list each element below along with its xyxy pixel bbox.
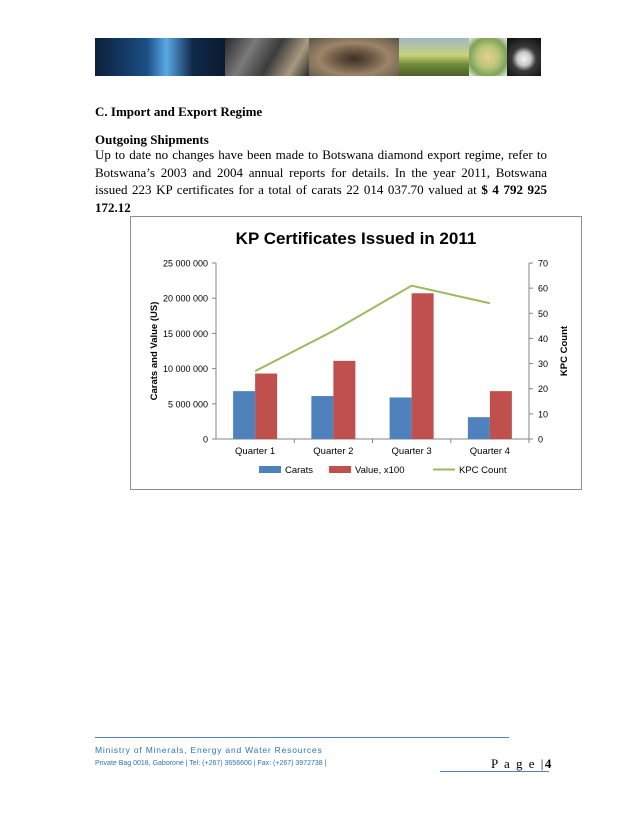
footer-page-underline [440, 771, 549, 772]
y-tick-label-left: 20 000 000 [162, 293, 208, 304]
page-number: 4 [544, 756, 553, 771]
chart-svg [131, 217, 581, 489]
legend-label-kpc-count: KPC Count [459, 465, 507, 476]
bar-carats [390, 397, 412, 439]
bar-value-x100 [333, 361, 355, 439]
x-tick-label: Quarter 2 [313, 446, 354, 457]
bar-value-x100 [412, 293, 434, 439]
y-tick-label-right: 50 [538, 308, 549, 319]
open-pit-mine-photo [309, 38, 399, 76]
section-subtitle: Outgoing Shipments [95, 132, 209, 147]
paragraph-text: Up to date no changes have been made to Botswana diamond export regime, refer to Botswana’s 2003 and 2004 annual reports for details. In the year 2011, Botswana issued 223 KP certificates for a total of carats 22 014 037.70 valued at [95, 147, 547, 197]
y-tick-label-left: 25 000 000 [162, 258, 208, 269]
kp-certificates-chart [130, 216, 582, 490]
diamond-photo [95, 38, 225, 76]
y2-axis-label: KPC Count [559, 325, 570, 377]
y-tick-label-left: 5 000 000 [167, 399, 208, 410]
y-axis-label: Carats and Value (US) [149, 301, 160, 401]
footer-divider [95, 737, 509, 738]
bar-carats [233, 391, 255, 439]
section-paragraph [95, 146, 547, 216]
y-tick-label-right: 60 [538, 283, 549, 294]
y-tick-label-right: 20 [538, 384, 549, 395]
x-tick-label: Quarter 3 [391, 446, 432, 457]
legend-label-value-x100: Value, x100 [355, 465, 405, 476]
footer-address: Private Bag 0018, Gaborone | Tel: (+267) 3656600 | Fax: (+267) 3972738 | [95, 760, 327, 767]
y-tick-label-right: 10 [538, 409, 549, 420]
footer-ministry: Ministry of Minerals, Energy and Water Resources [95, 745, 323, 755]
x-tick-label: Quarter 1 [235, 446, 276, 457]
section-title: C. Import and Export Regime [95, 104, 263, 119]
page-label: P a g e [491, 756, 537, 771]
y-tick-label-right: 70 [538, 258, 549, 269]
y-tick-label-right: 0 [538, 434, 544, 445]
bar-value-x100 [490, 391, 512, 439]
processing-photo [225, 38, 309, 76]
legend-swatch-carats [259, 466, 281, 473]
legend-label-carats: Carats [285, 465, 313, 476]
y-tick-label-left: 0 [202, 434, 208, 445]
drilling-rig-photo [399, 38, 469, 76]
botswana-map [469, 38, 507, 76]
bar-carats [311, 396, 333, 439]
paragraph-value: $ 4 792 925 172.12 [95, 182, 548, 215]
y-tick-label-left: 10 000 000 [162, 364, 208, 375]
y-tick-label-right: 30 [538, 359, 549, 370]
bar-carats [468, 417, 490, 439]
header-banner [95, 38, 541, 76]
x-tick-label: Quarter 4 [469, 446, 510, 457]
page-separator: | [540, 756, 545, 771]
chart-title: KP Certificates Issued in 2011 [235, 229, 477, 248]
y-tick-label-left: 15 000 000 [162, 328, 208, 339]
y-tick-label-right: 40 [538, 333, 549, 344]
footer-page-number [491, 756, 553, 772]
diamond-ring-photo [507, 38, 541, 76]
legend-swatch-value-x100 [329, 466, 351, 473]
kpc-count-line [255, 286, 490, 371]
bar-value-x100 [255, 374, 277, 439]
